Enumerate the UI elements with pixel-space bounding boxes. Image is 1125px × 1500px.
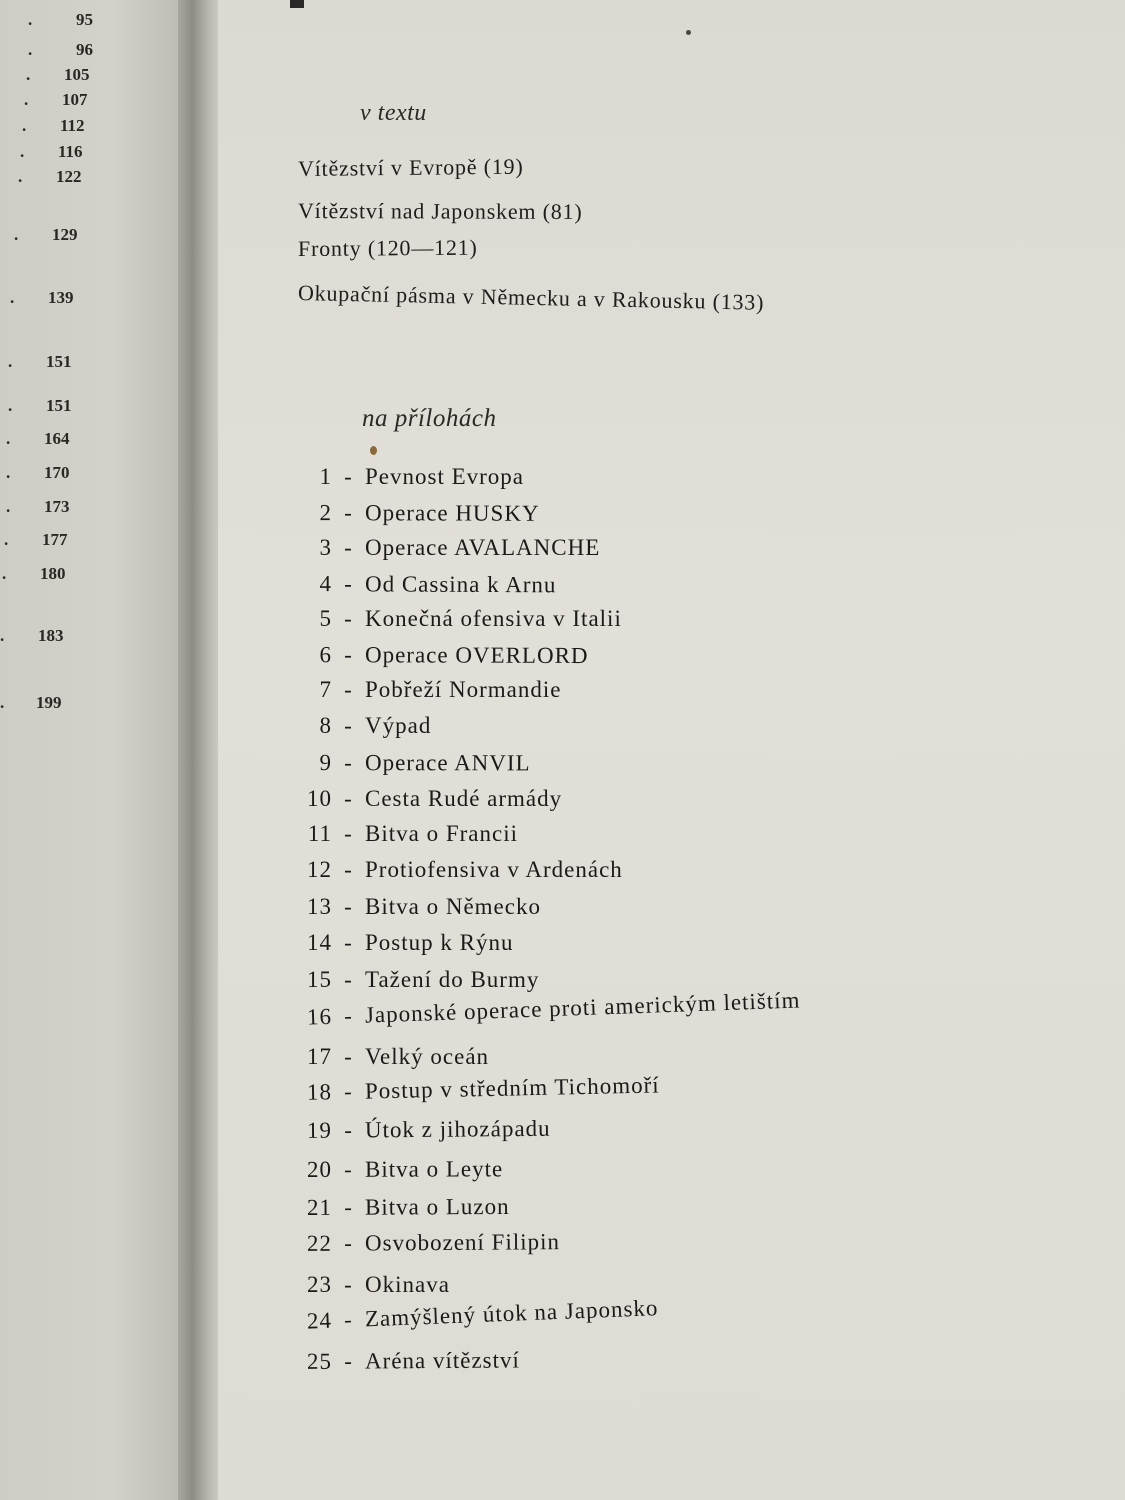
page-number: . 180 [2,564,66,583]
appendix-separator: - [344,1230,353,1256]
appendix-map-number: 10 [307,786,332,811]
appendix-heading: na přílohách [362,405,497,432]
appendix-separator: - [344,571,353,597]
appendix-map-number: 2 [319,500,333,526]
appendix-map-number: 25 [306,1348,333,1374]
book-gutter [178,0,220,1500]
appendix-map-number: 1 [319,464,332,489]
page-number: . 151 [8,352,72,371]
appendix-separator: - [344,857,353,882]
appendix-map-title: Konečná ofensiva v Italii [365,606,622,631]
appendix-map-number: 3 [319,535,332,560]
appendix-map-item [298,1194,510,1221]
in-text-heading: v textu [360,100,427,126]
appendix-map-title: Okinava [365,1272,450,1297]
appendix-map-item [298,500,540,527]
appendix-map-title: Bitva o Německo [365,894,541,919]
appendix-map-title: Velký oceán [365,1044,490,1069]
page-number: . 199 [0,693,62,712]
appendix-separator: - [344,713,353,738]
appendix-separator: - [344,606,353,631]
paper-stain [370,446,377,455]
appendix-map-item [298,1156,503,1183]
appendix-map-title: Od Cassina k Arnu [364,571,557,598]
appendix-separator: - [344,894,353,919]
appendix-map-number: 8 [319,713,332,738]
appendix-map-number: 20 [306,1156,333,1182]
appendix-map-number: 23 [307,1272,332,1297]
page-number: . 164 [6,429,70,448]
appendix-separator: - [344,821,353,846]
appendix-map-title: Pevnost Evropa [365,464,525,489]
appendix-map-number: 5 [319,606,332,631]
appendix-separator: - [344,967,353,992]
appendix-separator: - [344,677,353,702]
appendix-map-title: Tažení do Burmy [365,967,540,992]
appendix-map-number: 22 [306,1230,333,1256]
appendix-separator: - [344,500,353,526]
appendix-separator: - [344,750,353,776]
appendix-map-title: Postup k Rýnu [365,930,514,955]
appendix-map-title: Bitva o Leyte [364,1156,504,1182]
appendix-separator: - [344,535,353,560]
page-number: . 105 [26,65,90,84]
appendix-separator: - [344,1156,353,1182]
appendix-map-title: Útok z jihozápadu [364,1115,551,1143]
appendix-separator: - [344,1194,353,1220]
appendix-separator: - [344,464,353,489]
appendix-map-item [298,930,513,956]
appendix-map-number: 13 [307,894,332,919]
appendix-separator: - [344,786,353,811]
in-text-map-item: Vítězství nad Japonskem (81) [297,198,583,224]
in-text-map-item: Okupační pásma v Německu a v Rakousku (133) [297,280,765,315]
appendix-map-item [298,1044,489,1070]
appendix-map-item [298,1116,551,1144]
appendix-map-item [298,786,562,812]
appendix-separator: - [344,1044,353,1069]
appendix-map-title: Výpad [365,713,432,738]
page-number: . 151 [8,396,72,415]
appendix-map-item [298,857,623,883]
page-number: . 170 [6,463,70,482]
left-page [0,0,185,1500]
appendix-map-number: 15 [307,967,332,992]
appendix-map-title: Cesta Rudé armády [365,786,563,811]
appendix-map-title: Postup v středním Tichomoří [364,1072,660,1104]
page-number: . 122 [18,167,82,186]
appendix-map-title: Zamýšlený útok na Japonsko [364,1295,659,1332]
appendix-separator: - [343,1078,354,1105]
appendix-map-item [298,571,557,598]
appendix-map-number: 18 [306,1079,333,1105]
appendix-map-number: 19 [306,1117,333,1143]
appendix-separator: - [344,1272,353,1297]
page-number: . 116 [20,142,83,161]
page-number: . 139 [10,288,74,307]
appendix-map-item [298,606,622,632]
in-text-map-item: Fronty (120—121) [297,234,478,261]
appendix-map-item [298,967,539,993]
appendix-separator: - [344,930,353,955]
appendix-separator: - [344,1348,353,1374]
appendix-map-number: 7 [319,677,332,702]
appendix-map-title: Bitva o Francii [365,821,518,846]
page-edge-shadow [290,0,304,8]
appendix-map-title: Pobřeží Normandie [365,677,562,702]
appendix-map-item [298,677,561,703]
appendix-map-number: 6 [319,642,333,668]
page-number: . 95 [28,10,93,29]
appendix-map-number: 11 [307,821,332,846]
appendix-separator: - [344,1117,353,1143]
appendix-map-number: 9 [319,750,333,776]
appendix-map-number: 14 [307,930,332,955]
appendix-separator: - [343,1306,354,1333]
appendix-map-number: 17 [307,1044,332,1069]
appendix-map-number: 4 [319,571,333,597]
appendix-map-item [298,1229,560,1257]
page-number: . 173 [6,497,70,516]
page-number: . 183 [0,626,64,645]
appendix-map-item [298,535,600,561]
appendix-map-title: Japonské operace proti americkým letištím [364,987,801,1028]
appendix-separator: - [344,642,353,668]
page-number: . 107 [24,90,88,109]
appendix-map-title: Operace AVALANCHE [365,535,601,560]
appendix-map-number: 12 [307,857,332,882]
appendix-map-title: Osvobození Filipin [364,1229,561,1256]
appendix-map-item [298,1272,450,1298]
page-number: . 96 [28,40,93,59]
in-text-map-item: Vítězství v Evropě (19) [297,153,524,181]
appendix-map-item [298,821,518,847]
paper-speck [686,30,691,35]
appendix-map-title: Operace OVERLORD [364,642,589,669]
appendix-separator: - [343,1003,354,1029]
appendix-map-item [298,464,524,490]
appendix-map-item [298,713,431,739]
appendix-map-title: Bitva o Luzon [364,1193,510,1220]
page-number: . 112 [22,116,85,135]
appendix-map-item [298,642,589,669]
appendix-map-number: 16 [306,1003,333,1030]
appendix-map-number: 21 [306,1194,333,1220]
appendix-map-item [298,1347,520,1375]
appendix-map-title: Operace ANVIL [364,750,531,776]
appendix-map-item [298,750,531,776]
page-number: . 177 [4,530,68,549]
appendix-map-title: Aréna vítězství [364,1347,520,1374]
appendix-map-number: 24 [306,1307,333,1334]
page-number: . 129 [14,225,78,244]
appendix-map-item [298,894,541,920]
appendix-map-title: Protiofensiva v Ardenách [365,857,623,882]
appendix-map-title: Operace HUSKY [364,500,540,526]
